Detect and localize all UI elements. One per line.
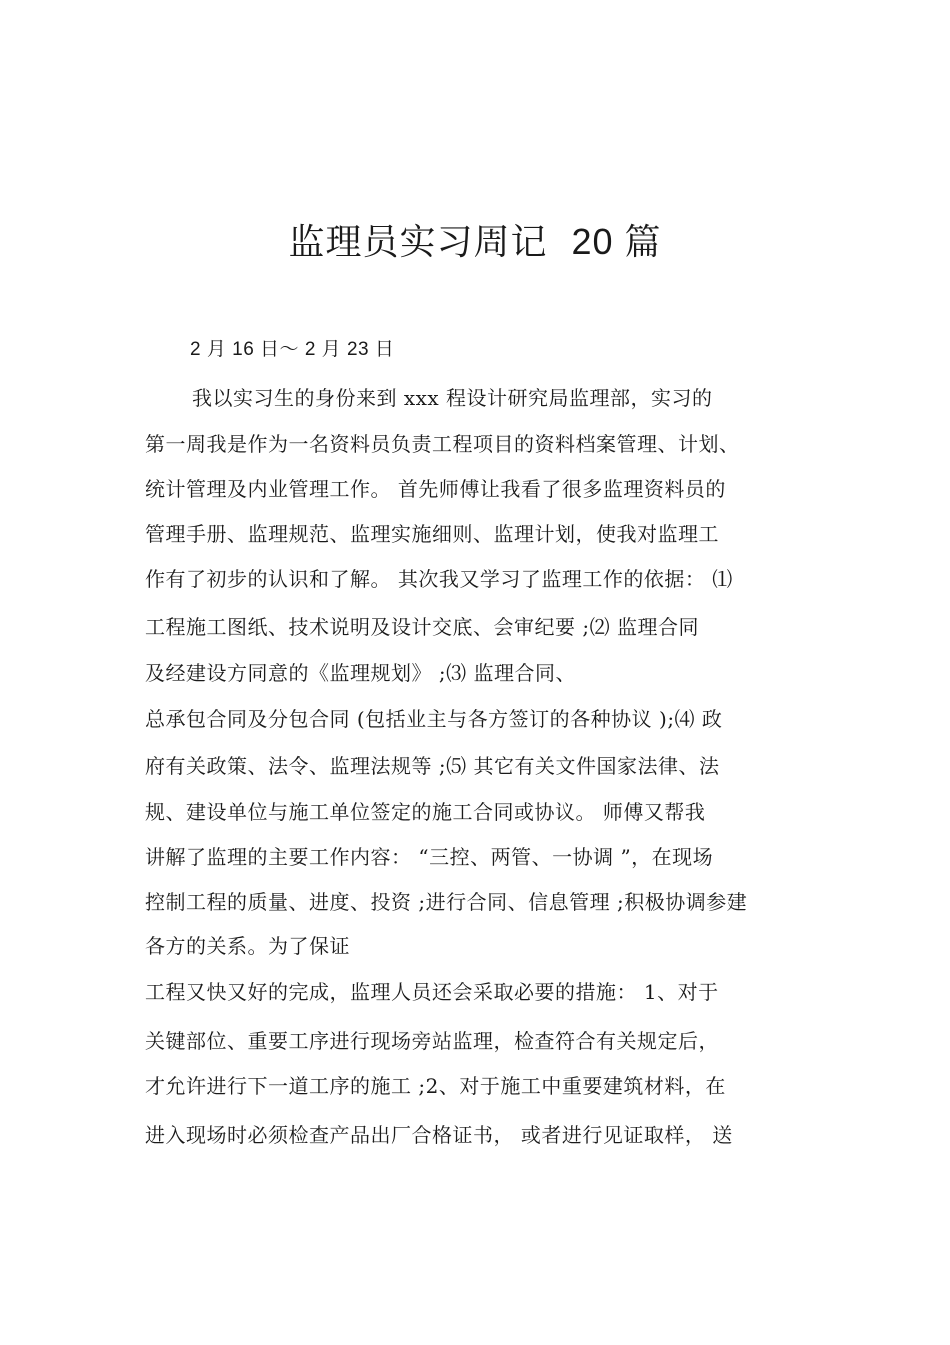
body-line-15: 关键部位、重要工序进行现场旁站监理，检查符合有关规定后， — [145, 1029, 719, 1053]
body-line-3: 统计管理及内业管理工作。 首先师傅让我看了很多监理资料员的 — [145, 477, 726, 501]
date-range: 2 月 16 日～ 2 月 23 日 — [190, 339, 395, 360]
body-line-13: 各方的关系。为了保证 — [145, 934, 350, 958]
body-line-14: 工程又快又好的完成，监理人员还会采取必要的措施： 1、对于 — [145, 980, 719, 1004]
body-line-11: 讲解了监理的主要工作内容： “三控、两管、一协调 ”，在现场 — [145, 845, 714, 869]
title-number: 20 篇 — [571, 221, 662, 262]
body-line-2: 第一周我是作为一名资料员负责工程项目的资料档案管理、计划、 — [145, 432, 740, 456]
document-title — [0, 218, 950, 267]
body-line-17: 进入现场时必须检查产品出厂合格证书， 或者进行见证取样， 送 — [145, 1123, 733, 1147]
body-line-7: 及经建设方同意的《监理规划》 ;⑶ 监理合同、 — [145, 661, 576, 685]
body-line-9: 府有关政策、法令、监理法规等 ;⑸ 其它有关文件国家法律、法 — [145, 754, 720, 778]
body-line-1: 我以实习生的身份来到 xxx 程设计研究局监理部，实习的 — [192, 386, 713, 410]
body-line-12: 控制工程的质量、进度、投资 ;进行合同、信息管理 ;积极协调参建 — [145, 890, 748, 914]
body-line-10: 规、建设单位与施工单位签定的施工合同或协议。 师傅又帮我 — [145, 800, 706, 824]
body-line-5: 作有了初步的认识和了解。 其次我又学习了监理工作的依据： ⑴ — [145, 567, 733, 591]
body-line-8: 总承包合同及分包合同 (包括业主与各方签订的各种协议 );⑷ 政 — [145, 707, 723, 731]
body-line-6: 工程施工图纸、技术说明及设计交底、会审纪要 ;⑵ 监理合同 — [145, 615, 699, 639]
title-text: 监理员实习周记 — [288, 222, 548, 263]
body-line-4: 管理手册、监理规范、监理实施细则、监理计划，使我对监理工 — [145, 522, 719, 546]
body-line-16: 才允许进行下一道工序的施工 ;2、对于施工中重要建筑材料，在 — [145, 1074, 726, 1098]
